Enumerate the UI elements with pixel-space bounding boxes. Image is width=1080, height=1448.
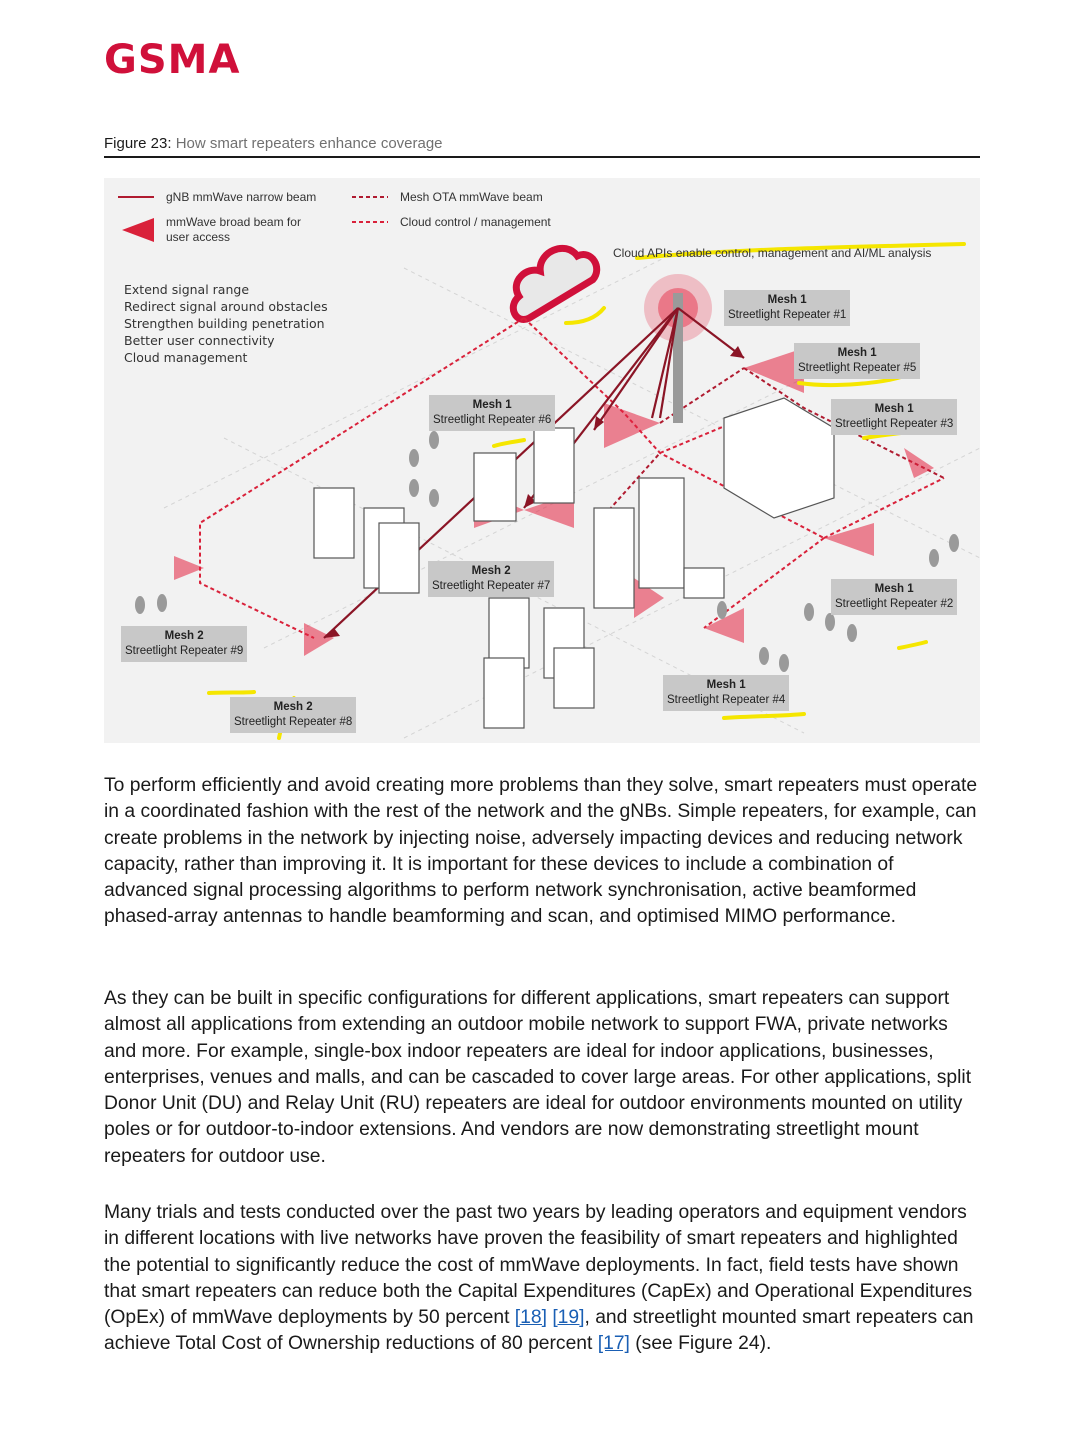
paragraph-2: As they can be built in specific configurations for different applications, smart repeaters can support almost all applications from extending an outdoor mobile network to support FWA, private networks and more. For example, single-box indoor repeaters are ideal for indoor applications, businesses, enterprises, venues and malls, and can be cascaded to cover large areas. For other applications, split Donor Unit (DU) and Relay Unit (RU) repeaters are ideal for outdoor environments mounted on utility poles or for outdoor-to-indoor extensions. And vendors are now demonstrating streetlight mount repeaters for outdoor use.	[104, 988, 972, 1167]
benefit-item: Cloud management	[124, 350, 248, 365]
repeater-label-6: Mesh 1 Streetlight Repeater #6	[429, 395, 555, 431]
benefit-item: Strengthen building penetration	[124, 316, 325, 331]
legend-mesh-ota-label: Mesh OTA mmWave beam	[400, 190, 543, 204]
repeater-label-1: Mesh 1 Streetlight Repeater #1	[724, 290, 850, 326]
legend-cloud-control-label: Cloud control / management	[400, 215, 551, 229]
cloud-icon	[497, 236, 604, 322]
figure-number: Figure 23:	[104, 135, 172, 152]
figure-title: How smart repeaters enhance coverage	[175, 135, 443, 152]
repeater-label-7: Mesh 2 Streetlight Repeater #7	[428, 561, 554, 597]
repeater-label-2: Mesh 1 Streetlight Repeater #2	[831, 579, 957, 615]
benefits-list	[124, 281, 328, 366]
coverage-diagram	[104, 178, 980, 743]
benefit-item: Redirect signal around obstacles	[124, 299, 328, 314]
reference-link-18[interactable]: [18]	[514, 1307, 547, 1329]
reference-link-19[interactable]: [19]	[552, 1307, 585, 1329]
repeater-label-8: Mesh 2 Streetlight Repeater #8	[230, 697, 356, 733]
paragraph-3: Many trials and tests conducted over the past two years by leading operators and equipment vendors in different locations with live networks have proven the feasibility of smart repeaters and highlighted the potential to significantly reduce the cost of mmWave deployments. In fact, field tests have shown that smart repeaters can reduce both the Capital Expenditures (CapEx) and Operational Expenditures (OpEx) of mmWave deployments by 50 percent [18] [19], and streetlight mounted smart repeaters can achieve Total Cost of Ownership reductions of 80 percent [17] (see Figure 24).	[104, 1202, 974, 1355]
cloud-api-label: Cloud APIs enable control, management and AI/ML analysis	[613, 246, 932, 260]
repeater-label-9: Mesh 2 Streetlight Repeater #9	[121, 626, 247, 662]
gnb-tower-icon	[644, 274, 712, 423]
legend-wedge-icon	[122, 218, 154, 242]
repeater-label-5: Mesh 1 Streetlight Repeater #5	[794, 343, 920, 379]
repeater-label-3: Mesh 1 Streetlight Repeater #3	[831, 399, 957, 435]
gsma-logo: GSMA	[104, 37, 241, 83]
reference-link-17[interactable]: [17]	[597, 1333, 630, 1355]
repeater-label-4: Mesh 1 Streetlight Repeater #4	[663, 675, 789, 711]
paragraph-1: To perform efficiently and avoid creating more problems than they solve, smart repeaters must operate in a coordinated fashion with the rest of the network and the gNBs. Simple repeaters, for example, can create problems in the network by injecting noise, adversely impacting devices and reducing network capacity, rather than improving it. It is important for these devices to include a combination of advanced signal processing algorithms to perform network synchronisation, active beamformed phased-array antennas to handle beamforming and scan, and optimised MIMO performance.	[104, 775, 978, 928]
benefit-item: Better user connectivity	[124, 333, 275, 348]
figure-caption	[104, 135, 980, 158]
benefit-item: Extend signal range	[124, 282, 250, 297]
legend-broad-beam-label: mmWave broad beam for user access	[166, 215, 301, 244]
legend-narrow-beam-label: gNB mmWave narrow beam	[166, 190, 317, 204]
